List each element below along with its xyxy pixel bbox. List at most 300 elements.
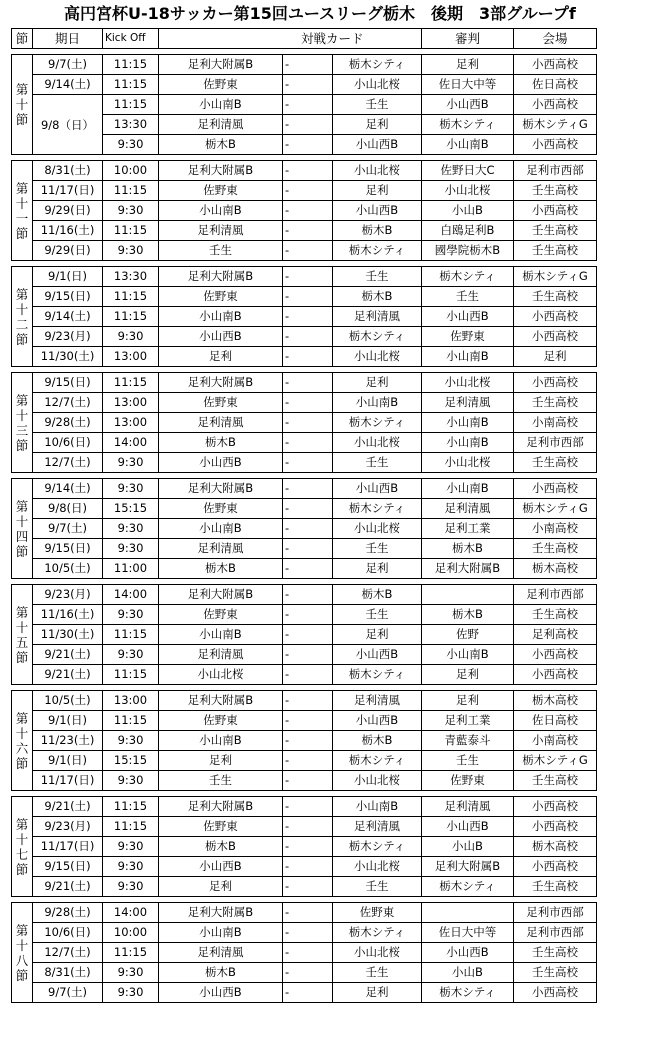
blank-cell	[295, 135, 333, 155]
away-team: 足利清風	[333, 817, 422, 837]
table-row	[12, 539, 597, 559]
table-row	[12, 983, 597, 1003]
blank-cell	[295, 327, 333, 347]
referee: 佐野東	[422, 327, 514, 347]
match-date: 9/7(土)	[33, 55, 103, 75]
table-row	[12, 605, 597, 625]
kickoff-time: 11:00	[103, 559, 159, 579]
versus-dash: -	[283, 903, 295, 923]
versus-dash: -	[283, 645, 295, 665]
match-date: 9/15(日)	[33, 287, 103, 307]
blank-cell	[295, 837, 333, 857]
kickoff-time: 15:15	[103, 499, 159, 519]
versus-dash: -	[283, 943, 295, 963]
kickoff-time: 11:15	[103, 221, 159, 241]
versus-dash: -	[283, 817, 295, 837]
versus-dash: -	[283, 499, 295, 519]
venue: 足利市西部	[514, 903, 597, 923]
versus-dash: -	[283, 605, 295, 625]
table-row	[12, 877, 597, 897]
match-date: 9/28(土)	[33, 413, 103, 433]
venue: 小西高校	[514, 983, 597, 1003]
versus-dash: -	[283, 479, 295, 499]
blank-cell	[295, 307, 333, 327]
table-row	[12, 307, 597, 327]
home-team: 足利清風	[159, 221, 283, 241]
match-date: 9/21(土)	[33, 645, 103, 665]
kickoff-time: 13:00	[103, 347, 159, 367]
blank-cell	[295, 983, 333, 1003]
away-team: 壬生	[333, 267, 422, 287]
venue: 壬生高校	[514, 287, 597, 307]
match-date: 9/7(土)	[33, 983, 103, 1003]
kickoff-time: 9:30	[103, 731, 159, 751]
away-team: 小山北桜	[333, 943, 422, 963]
table-row	[12, 453, 597, 473]
away-team: 小山南B	[333, 797, 422, 817]
match-date: 12/7(土)	[33, 943, 103, 963]
referee: 小山南B	[422, 413, 514, 433]
table-row	[12, 857, 597, 877]
venue: 小西高校	[514, 135, 597, 155]
venue: 壬生高校	[514, 539, 597, 559]
match-date: 9/15(日)	[33, 373, 103, 393]
blank-cell	[295, 413, 333, 433]
table-row	[12, 817, 597, 837]
versus-dash: -	[283, 837, 295, 857]
home-team: 小山西B	[159, 453, 283, 473]
table-row	[12, 771, 597, 791]
versus-dash: -	[283, 241, 295, 261]
match-date: 11/30(土)	[33, 625, 103, 645]
blank-cell	[295, 797, 333, 817]
section-label: 第十節	[12, 55, 33, 155]
away-team: 小山北桜	[333, 857, 422, 877]
blank-cell	[295, 731, 333, 751]
kickoff-time: 15:15	[103, 751, 159, 771]
referee: 栃木シティ	[422, 115, 514, 135]
versus-dash: -	[283, 625, 295, 645]
versus-dash: -	[283, 857, 295, 877]
table-row	[12, 347, 597, 367]
referee: 足利工業	[422, 711, 514, 731]
away-team: 栃木シティ	[333, 55, 422, 75]
versus-dash: -	[283, 711, 295, 731]
home-team: 足利大附属B	[159, 903, 283, 923]
versus-dash: -	[283, 287, 295, 307]
table-row	[12, 161, 597, 181]
versus-dash: -	[283, 963, 295, 983]
away-team: 栃木シティ	[333, 751, 422, 771]
kickoff-time: 9:30	[103, 645, 159, 665]
kickoff-time: 11:15	[103, 373, 159, 393]
blank-cell	[295, 181, 333, 201]
home-team: 栃木B	[159, 559, 283, 579]
home-team: 小山南B	[159, 95, 283, 115]
kickoff-time: 9:30	[103, 605, 159, 625]
table-row	[12, 711, 597, 731]
versus-dash: -	[283, 115, 295, 135]
venue: 栃木高校	[514, 559, 597, 579]
blank-cell	[295, 479, 333, 499]
match-date: 9/29(日)	[33, 241, 103, 261]
match-date: 10/6(日)	[33, 923, 103, 943]
venue: 栃木シティG	[514, 115, 597, 135]
venue: 壬生高校	[514, 393, 597, 413]
away-team: 小山西B	[333, 645, 422, 665]
home-team: 栃木B	[159, 837, 283, 857]
header-referee: 審判	[422, 29, 514, 49]
kickoff-time: 11:15	[103, 95, 159, 115]
referee: 小山南B	[422, 433, 514, 453]
away-team: 足利清風	[333, 691, 422, 711]
referee: 足利工業	[422, 519, 514, 539]
referee: 小山西B	[422, 817, 514, 837]
table-row	[12, 499, 597, 519]
versus-dash: -	[283, 135, 295, 155]
referee: 佐野	[422, 625, 514, 645]
home-team: 足利大附属B	[159, 479, 283, 499]
kickoff-time: 11:15	[103, 55, 159, 75]
referee: 栃木シティ	[422, 267, 514, 287]
home-team: 足利大附属B	[159, 691, 283, 711]
venue: 栃木高校	[514, 691, 597, 711]
home-team: 栃木B	[159, 135, 283, 155]
kickoff-time: 9:30	[103, 877, 159, 897]
versus-dash: -	[283, 665, 295, 685]
versus-dash: -	[283, 691, 295, 711]
away-team: 壬生	[333, 539, 422, 559]
home-team: 小山南B	[159, 201, 283, 221]
table-row	[12, 413, 597, 433]
blank-cell	[295, 267, 333, 287]
venue: 足利	[514, 347, 597, 367]
home-team: 足利大附属B	[159, 797, 283, 817]
away-team: 足利	[333, 559, 422, 579]
table-row	[12, 751, 597, 771]
home-team: 壬生	[159, 241, 283, 261]
venue: 小南高校	[514, 731, 597, 751]
blank-cell	[295, 605, 333, 625]
versus-dash: -	[283, 751, 295, 771]
match-date: 9/14(土)	[33, 307, 103, 327]
venue: 足利市西部	[514, 433, 597, 453]
kickoff-time: 9:30	[103, 453, 159, 473]
blank-cell	[295, 771, 333, 791]
blank-cell	[295, 711, 333, 731]
match-date: 11/17(日)	[33, 837, 103, 857]
versus-dash: -	[283, 433, 295, 453]
match-date: 12/7(土)	[33, 453, 103, 473]
away-team: 足利清風	[333, 307, 422, 327]
referee: 小山B	[422, 837, 514, 857]
blank-cell	[295, 751, 333, 771]
table-row	[12, 287, 597, 307]
referee: 栃木シティ	[422, 983, 514, 1003]
home-team: 小山南B	[159, 625, 283, 645]
table-row	[12, 75, 597, 95]
home-team: 足利大附属B	[159, 55, 283, 75]
table-row	[12, 625, 597, 645]
versus-dash: -	[283, 413, 295, 433]
venue: 小西高校	[514, 665, 597, 685]
home-team: 栃木B	[159, 963, 283, 983]
venue: 佐日高校	[514, 75, 597, 95]
referee: 小山西B	[422, 307, 514, 327]
kickoff-time: 9:30	[103, 135, 159, 155]
referee: 足利清風	[422, 393, 514, 413]
away-team: 足利	[333, 625, 422, 645]
header-venue: 会場	[514, 29, 597, 49]
versus-dash: -	[283, 797, 295, 817]
away-team: 栃木シティ	[333, 241, 422, 261]
referee: 小山北桜	[422, 181, 514, 201]
venue: 壬生高校	[514, 605, 597, 625]
home-team: 佐野東	[159, 711, 283, 731]
table-row	[12, 479, 597, 499]
away-team: 足利	[333, 983, 422, 1003]
home-team: 小山西B	[159, 983, 283, 1003]
blank-cell	[295, 95, 333, 115]
home-team: 足利大附属B	[159, 585, 283, 605]
kickoff-time: 11:15	[103, 711, 159, 731]
kickoff-time: 11:15	[103, 817, 159, 837]
away-team: 小山北桜	[333, 433, 422, 453]
blank-cell	[295, 645, 333, 665]
match-date: 9/8(日)	[33, 499, 103, 519]
blank-cell	[295, 221, 333, 241]
table-row	[12, 645, 597, 665]
away-team: 足利	[333, 181, 422, 201]
home-team: 小山西B	[159, 857, 283, 877]
page-title	[0, 2, 649, 26]
blank-cell	[295, 665, 333, 685]
venue: 小西高校	[514, 817, 597, 837]
referee: 小山西B	[422, 95, 514, 115]
section-label: 第十四節	[12, 479, 33, 579]
referee	[422, 903, 514, 923]
away-team: 壬生	[333, 877, 422, 897]
match-date: 9/1(日)	[33, 711, 103, 731]
referee: 栃木シティ	[422, 877, 514, 897]
referee: 小山南B	[422, 645, 514, 665]
home-team: 小山南B	[159, 519, 283, 539]
match-date: 8/31(土)	[33, 161, 103, 181]
blank-cell	[295, 161, 333, 181]
away-team: 栃木B	[333, 731, 422, 751]
referee: 佐野東	[422, 771, 514, 791]
versus-dash: -	[283, 55, 295, 75]
venue: 壬生高校	[514, 943, 597, 963]
kickoff-time: 14:00	[103, 433, 159, 453]
match-date: 9/15(日)	[33, 857, 103, 877]
home-team: 足利	[159, 347, 283, 367]
table-row	[12, 95, 597, 115]
header-section: 節	[12, 29, 33, 49]
versus-dash: -	[283, 75, 295, 95]
venue: 壬生高校	[514, 221, 597, 241]
header-date: 期日	[33, 29, 103, 49]
venue: 栃木高校	[514, 837, 597, 857]
kickoff-time: 9:30	[103, 539, 159, 559]
kickoff-time: 11:15	[103, 287, 159, 307]
title-text: 高円宮杯U-18サッカー第15回ユースリーグ栃木 後期 3部グループf	[64, 4, 576, 23]
kickoff-time: 9:30	[103, 837, 159, 857]
header-row	[12, 29, 597, 49]
kickoff-time: 9:30	[103, 771, 159, 791]
table-row	[12, 181, 597, 201]
versus-dash: -	[283, 877, 295, 897]
away-team: 足利	[333, 373, 422, 393]
away-team: 足利	[333, 115, 422, 135]
home-team: 足利清風	[159, 539, 283, 559]
away-team: 小山北桜	[333, 75, 422, 95]
blank-cell	[295, 903, 333, 923]
referee: 栃木B	[422, 605, 514, 625]
home-team: 足利	[159, 877, 283, 897]
kickoff-time: 14:00	[103, 903, 159, 923]
kickoff-time: 11:15	[103, 307, 159, 327]
blank-cell	[295, 373, 333, 393]
venue: 壬生高校	[514, 877, 597, 897]
referee	[422, 585, 514, 605]
referee: 足利清風	[422, 499, 514, 519]
home-team: 栃木B	[159, 433, 283, 453]
venue: 小南高校	[514, 519, 597, 539]
versus-dash: -	[283, 267, 295, 287]
away-team: 栃木シティ	[333, 665, 422, 685]
kickoff-time: 11:15	[103, 943, 159, 963]
home-team: 足利清風	[159, 645, 283, 665]
venue: 足利市西部	[514, 161, 597, 181]
kickoff-time: 13:00	[103, 393, 159, 413]
blank-cell	[295, 347, 333, 367]
versus-dash: -	[283, 519, 295, 539]
schedule-body	[12, 49, 597, 1003]
referee: 佐日大中等	[422, 923, 514, 943]
venue: 栃木シティG	[514, 751, 597, 771]
away-team: 小山南B	[333, 393, 422, 413]
blank-cell	[295, 433, 333, 453]
match-date: 8/31(土)	[33, 963, 103, 983]
table-row	[12, 943, 597, 963]
venue: 小西高校	[514, 307, 597, 327]
kickoff-time: 13:30	[103, 115, 159, 135]
blank-cell	[295, 585, 333, 605]
table-row	[12, 923, 597, 943]
table-row	[12, 903, 597, 923]
home-team: 佐野東	[159, 393, 283, 413]
kickoff-time: 9:30	[103, 479, 159, 499]
match-date: 9/8（日）	[33, 95, 103, 155]
blank-cell	[295, 519, 333, 539]
match-date: 11/16(土)	[33, 605, 103, 625]
home-team: 小山西B	[159, 327, 283, 347]
home-team: 足利清風	[159, 943, 283, 963]
blank-cell	[295, 943, 333, 963]
blank-cell	[295, 817, 333, 837]
home-team: 佐野東	[159, 287, 283, 307]
blank-cell	[295, 539, 333, 559]
kickoff-time: 11:15	[103, 625, 159, 645]
section-label: 第十三節	[12, 373, 33, 473]
away-team: 栃木シティ	[333, 837, 422, 857]
blank-cell	[295, 559, 333, 579]
away-team: 壬生	[333, 453, 422, 473]
blank-cell	[295, 453, 333, 473]
home-team: 足利大附属B	[159, 267, 283, 287]
kickoff-time: 11:15	[103, 797, 159, 817]
away-team: 栃木シティ	[333, 327, 422, 347]
kickoff-time: 9:30	[103, 857, 159, 877]
kickoff-time: 9:30	[103, 963, 159, 983]
versus-dash: -	[283, 559, 295, 579]
versus-dash: -	[283, 923, 295, 943]
venue: 足利市西部	[514, 923, 597, 943]
versus-dash: -	[283, 221, 295, 241]
match-date: 9/23(月)	[33, 817, 103, 837]
blank-cell	[295, 625, 333, 645]
blank-cell	[295, 241, 333, 261]
table-row	[12, 393, 597, 413]
kickoff-time: 13:00	[103, 413, 159, 433]
away-team: 栃木B	[333, 221, 422, 241]
venue: 小西高校	[514, 327, 597, 347]
table-row	[12, 797, 597, 817]
blank-cell	[295, 857, 333, 877]
home-team: 足利大附属B	[159, 373, 283, 393]
header-kickoff: Kick Off	[103, 29, 159, 49]
section-label: 第十七節	[12, 797, 33, 897]
home-team: 小山北桜	[159, 665, 283, 685]
versus-dash: -	[283, 393, 295, 413]
versus-dash: -	[283, 181, 295, 201]
away-team: 壬生	[333, 963, 422, 983]
away-team: 栃木シティ	[333, 923, 422, 943]
referee: 佐野日大C	[422, 161, 514, 181]
match-date: 9/28(土)	[33, 903, 103, 923]
table-row	[12, 665, 597, 685]
venue: 佐日高校	[514, 711, 597, 731]
kickoff-time: 11:15	[103, 665, 159, 685]
match-date: 10/5(土)	[33, 691, 103, 711]
referee: 壬生	[422, 287, 514, 307]
blank-cell	[295, 115, 333, 135]
home-team: 足利清風	[159, 115, 283, 135]
away-team: 小山西B	[333, 201, 422, 221]
referee: 小山南B	[422, 347, 514, 367]
home-team: 佐野東	[159, 181, 283, 201]
section-label: 第十二節	[12, 267, 33, 367]
venue: 壬生高校	[514, 771, 597, 791]
versus-dash: -	[283, 347, 295, 367]
away-team: 栃木B	[333, 287, 422, 307]
kickoff-time: 13:30	[103, 267, 159, 287]
referee: 小山西B	[422, 943, 514, 963]
match-date: 9/1(日)	[33, 751, 103, 771]
home-team: 佐野東	[159, 817, 283, 837]
match-date: 9/14(土)	[33, 75, 103, 95]
table-row	[12, 221, 597, 241]
blank-cell	[295, 287, 333, 307]
versus-dash: -	[283, 307, 295, 327]
blank-cell	[295, 55, 333, 75]
home-team: 小山南B	[159, 923, 283, 943]
home-team: 佐野東	[159, 75, 283, 95]
blank-cell	[295, 201, 333, 221]
blank-cell	[295, 923, 333, 943]
versus-dash: -	[283, 201, 295, 221]
